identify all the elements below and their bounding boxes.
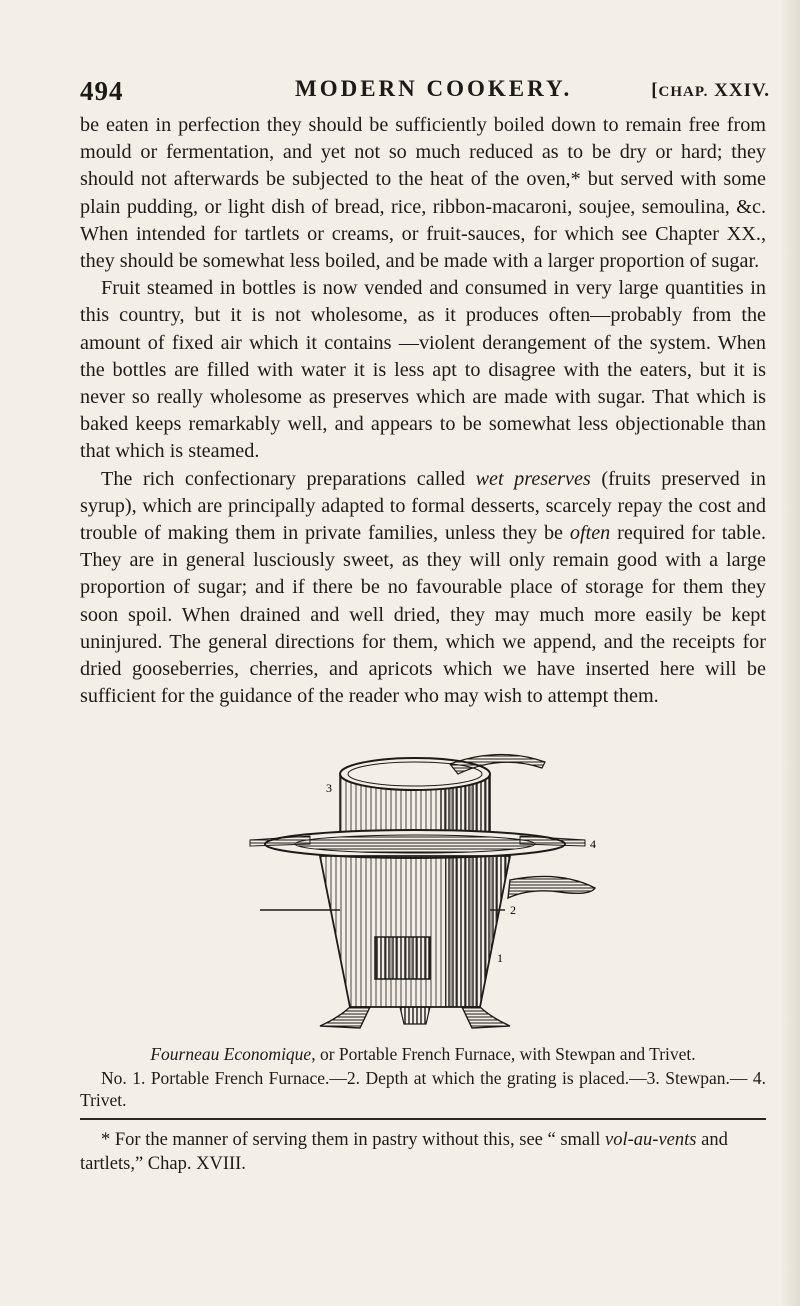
paragraph-3-part-1: The rich confectionary preparations called: [101, 467, 476, 490]
trivet: [250, 830, 585, 858]
footnote: [80, 1128, 766, 1176]
figure-label-1: 1: [497, 951, 503, 965]
caption-key: No. 1. Portable French Furnace.—2. Depth at which the grating is placed.—3. Stewpan.— 4. Trivet.: [80, 1067, 766, 1110]
caption-title-italic: Fourneau Economique,: [150, 1044, 316, 1064]
footnote-part-2: and tartlets,” Chap. XVIII.: [80, 1130, 728, 1174]
figure-caption: [80, 1043, 766, 1112]
caption-title-rest: or Portable French Furnace, with Stewpan and Trivet.: [315, 1044, 696, 1064]
paragraph-3-part-3: required for table. They are in general lusciously sweet, as they will only remain good with a large proportion of sugar; and if there be no favourable place of storage for them they soon spoil. When drained and well dried, they may much more easily be kept uninjured. The general directions for them, which we append, and the receipts for dried gooseberries, cherries, and apricots which we have inserted here will be sufficient for the guidance of the reader who may wish to attempt them.: [80, 522, 766, 708]
chapter-reference: [651, 80, 770, 102]
running-header: [80, 76, 770, 112]
running-title: MODERN COOKERY.: [295, 76, 573, 101]
page-edge-shadow: [780, 0, 800, 1306]
paragraph-3-part-2: (fruits preserved in syrup), which are principally adapted to formal desserts, scarcely repay the cost and trouble of making them in private families, unless they be: [80, 467, 766, 545]
paragraph-1-part-2: but served with some plain pudding, or light dish of bread, rice, ribbon-macaroni, soujee, semoulina, &c. When intended for tartlets or creams, or fruit-sauces, for which see Chapter XX., they should be somewhat less boiled, and be made with a larger proportion of sugar.: [80, 168, 766, 273]
figure-label-4: 4: [590, 837, 596, 851]
paragraph-3: [80, 466, 766, 711]
figure-label-3: 3: [326, 781, 332, 795]
paragraph-1: [80, 112, 766, 275]
figure-label-2: 2: [510, 903, 516, 917]
chapter-number: XXIV.: [714, 80, 770, 101]
footnote-marker: *: [570, 168, 581, 191]
page-number: 494: [80, 76, 124, 106]
paragraph-3-emphasis-2: often: [569, 522, 611, 545]
body-text: [80, 112, 766, 710]
portable-furnace: [260, 856, 595, 1028]
chapter-label: CHAP.: [658, 84, 709, 100]
chapter-bracket: [: [651, 80, 659, 101]
paragraph-2: Fruit steamed in bottles is now vended and consumed in very large quantities in this country, but it is not wholesome, as it produces often—probably from the amount of fixed air which it contains —violent derangement of the system. When the bottles are filled with water it is less apt to disagree with the eaters, but it is never so really wholesome as preserves which are made with sugar. That which is baked keeps remarkably well, and appears to be somewhat less objectionable than that which is steamed.: [80, 277, 766, 463]
footnote-divider: [80, 1118, 766, 1120]
furnace-engraving: [200, 752, 620, 1042]
footnote-part-1: * For the manner of serving them in pastry without this, see “ small: [101, 1130, 606, 1150]
stewpan: [340, 754, 545, 842]
footnote-emphasis: vol-au-vents: [605, 1130, 697, 1150]
paragraph-3-emphasis-1: wet preserves: [475, 467, 591, 490]
paragraph-1-part-1: be eaten in perfection they should be sufficiently boiled down to remain free from mould or fermentation, and yet not so much reduced as to be dry or hard; they should not afterwards be subjected to the heat of the oven,: [80, 114, 766, 191]
caption-title: [80, 1043, 766, 1066]
